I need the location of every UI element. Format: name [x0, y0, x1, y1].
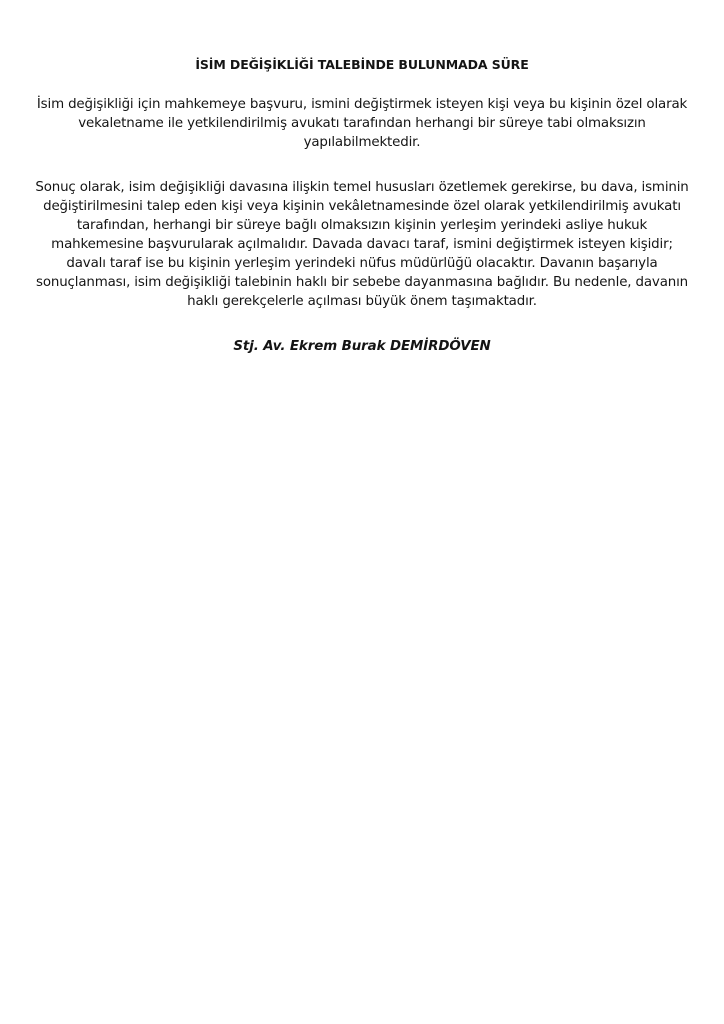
document-title: İSİM DEĞİŞİKLİĞİ TALEBİNDE BULUNMADA SÜRE [195, 57, 529, 72]
paragraph-line: vekaletname ile yetkilendirilmiş avukatı tarafından herhangi bir süreye tabi olmaksızın [78, 116, 646, 131]
paragraph-line: mahkemesine başvurularak açılmalıdır. Davada davacı taraf, ismini değiştirmek isteyen kişidir; [51, 237, 673, 252]
author-signature: Stj. Av. Ekrem Burak DEMİRDÖVEN [233, 339, 491, 354]
paragraph-line: sonuçlanması, isim değişikliği talebinin haklı bir sebebe dayanmasına bağlıdır. Bu nedenle, davanın [36, 275, 688, 290]
paragraph-line: haklı gerekçelerle açılması büyük önem taşımaktadır. [187, 294, 537, 309]
paragraph-line: davalı taraf ise bu kişinin yerleşim yerindeki nüfus müdürlüğü olacaktır. Davanın başarıyla [66, 256, 658, 271]
paragraph-line: Sonuç olarak, isim değişikliği davasına ilişkin temel hususları özetlemek gerekirse, bu dava, isminin [35, 180, 689, 195]
paragraph-line: tarafından, herhangi bir süreye bağlı olmaksızın kişinin yerleşim yerindeki asliye hukuk [76, 218, 648, 233]
paragraph-line: İsim değişikliği için mahkemeye başvuru, ismini değiştirmek isteyen kişi veya bu kişinin özel olarak [36, 97, 688, 112]
paragraph-line: değiştirilmesini talep eden kişi veya kişinin vekâletnamesinde özel olarak yetkilendirilmiş avukatı [43, 199, 681, 214]
paragraph-1 [0, 95, 724, 152]
paragraph-line: yapılabilmektedir. [303, 135, 421, 150]
paragraph-2 [0, 178, 724, 311]
